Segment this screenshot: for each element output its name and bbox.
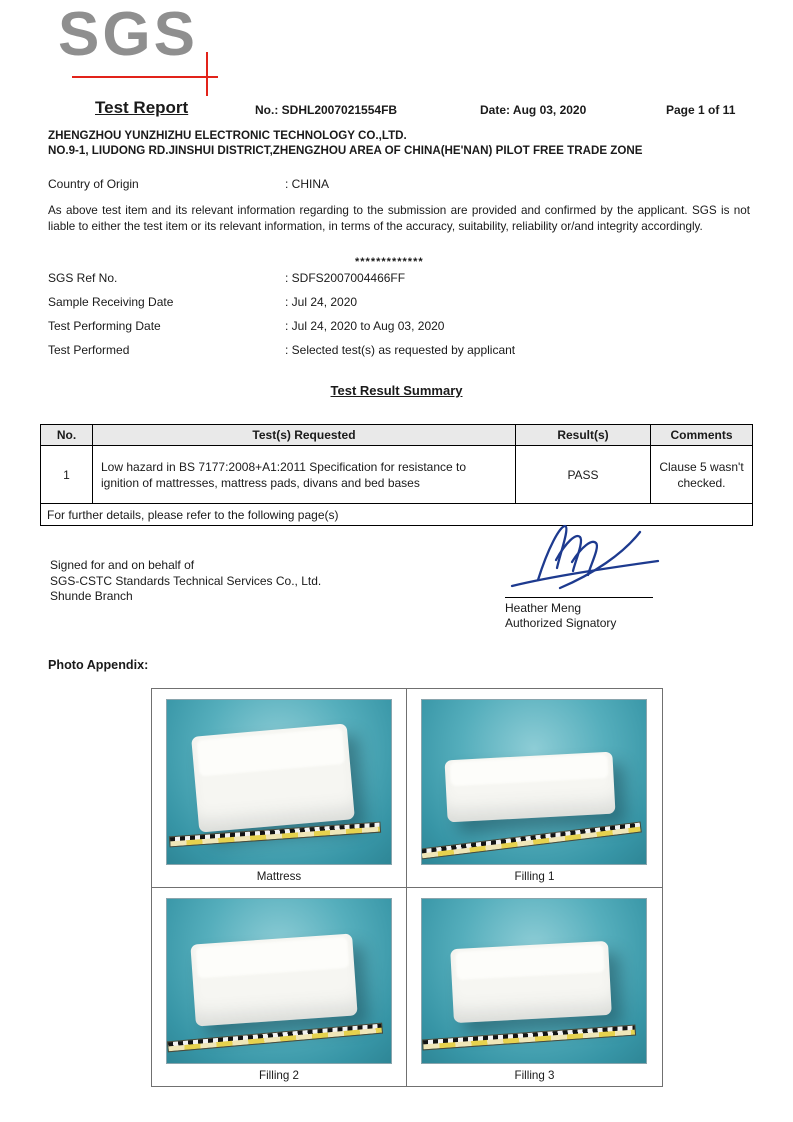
test-result-summary-table bbox=[40, 424, 753, 526]
sample-photo-filling-2 bbox=[166, 898, 392, 1064]
handwritten-signature bbox=[498, 518, 670, 598]
report-number-label: No.: bbox=[255, 103, 279, 117]
signatory-role: Authorized Signatory bbox=[505, 616, 617, 630]
row-test-requested: Low hazard in BS 7177:2008+A1:2011 Specification for resistance to ignition of mattresses, mattress pads, divans and bed bases bbox=[93, 446, 516, 504]
branch-line: Shunde Branch bbox=[50, 589, 133, 603]
sgs-logo-accent-horizontal bbox=[72, 76, 218, 78]
country-of-origin-row bbox=[48, 172, 753, 196]
report-number-value: SDHL2007021554FB bbox=[281, 103, 398, 117]
field-value: : Jul 24, 2020 bbox=[285, 295, 358, 309]
photo-appendix-grid bbox=[151, 688, 663, 1087]
photo-cell-filling-3 bbox=[407, 888, 663, 1087]
disclaimer-text: As above test item and its relevant information regarding to the submission are provided and confirmed by the applicant. SGS is not liable to either the test item or its relevant information, in terms of the accuracy, suitability, reliability or/and integrity accordingly. bbox=[48, 204, 750, 233]
sample-photo-filling-1 bbox=[421, 699, 647, 865]
foam-sample-shape bbox=[450, 941, 612, 1023]
column-header-tests-requested: Test(s) Requested bbox=[93, 425, 516, 446]
foam-sample-shape bbox=[191, 723, 355, 832]
photo-appendix-title: Photo Appendix: bbox=[48, 658, 149, 672]
sample-photo-filling-3 bbox=[421, 898, 647, 1064]
column-header-results: Result(s) bbox=[516, 425, 651, 446]
field-row-test-performing-date bbox=[48, 314, 753, 338]
table-row bbox=[41, 446, 753, 504]
report-number bbox=[255, 103, 397, 117]
field-row-sample-receiving-date bbox=[48, 290, 753, 314]
signatory-name: Heather Meng bbox=[505, 601, 582, 615]
field-label: Sample Receiving Date bbox=[48, 295, 174, 309]
measuring-tape bbox=[421, 822, 642, 860]
report-title: Test Report bbox=[95, 98, 189, 117]
field-row-sgs-ref-no bbox=[48, 266, 753, 290]
sgs-logo bbox=[58, 0, 228, 96]
sample-photo-mattress bbox=[166, 699, 392, 865]
report-date bbox=[480, 103, 586, 117]
photo-cell-mattress bbox=[151, 688, 407, 888]
company-line: SGS-CSTC Standards Technical Services Co., Ltd. bbox=[50, 573, 322, 588]
signature-line bbox=[505, 597, 653, 598]
photo-cell-filling-2 bbox=[151, 888, 407, 1087]
measuring-tape bbox=[422, 1025, 636, 1051]
field-label: SGS Ref No. bbox=[48, 271, 118, 285]
foam-sample-shape bbox=[190, 933, 357, 1026]
signed-on-behalf-block bbox=[50, 558, 321, 605]
column-header-comments: Comments bbox=[651, 425, 753, 446]
row-result: PASS bbox=[516, 446, 651, 504]
photo-caption: Filling 3 bbox=[514, 1069, 555, 1082]
page-indicator: Page 1 of 11 bbox=[666, 103, 736, 117]
column-header-no: No. bbox=[41, 425, 93, 446]
measuring-tape bbox=[167, 1023, 383, 1053]
country-of-origin-value: : CHINA bbox=[285, 177, 330, 191]
table-header-row bbox=[41, 425, 753, 446]
photo-caption: Filling 2 bbox=[259, 1069, 299, 1082]
sgs-logo-text: SGS bbox=[58, 0, 198, 69]
field-value: : Jul 24, 2020 to Aug 03, 2020 bbox=[285, 319, 445, 333]
applicant-block bbox=[48, 128, 753, 158]
field-label: Test Performed bbox=[48, 343, 130, 357]
sgs-logo-accent-vertical bbox=[206, 52, 208, 96]
applicant-address: NO.9-1, LIUDONG RD.JINSHUI DISTRICT,ZHENGZHOU AREA OF CHINA(HE'NAN) PILOT FREE TRADE ZONE bbox=[48, 144, 643, 157]
field-row-test-performed bbox=[48, 338, 753, 362]
summary-title: Test Result Summary bbox=[330, 383, 463, 398]
field-value: : Selected test(s) as requested by applicant bbox=[285, 343, 516, 357]
photo-caption: Mattress bbox=[256, 870, 302, 883]
row-comments: Clause 5 wasn't checked. bbox=[651, 446, 753, 504]
asterisk-separator: ************* bbox=[355, 256, 424, 268]
field-value: : SDFS2007004466FF bbox=[285, 271, 406, 285]
signed-for-line: Signed for and on behalf of bbox=[50, 558, 195, 572]
report-info-fields bbox=[48, 266, 753, 362]
photo-caption: Filling 1 bbox=[514, 870, 555, 883]
applicant-name: ZHENGZHOU YUNZHIZHU ELECTRONIC TECHNOLOGY CO.,LTD. bbox=[48, 129, 407, 142]
field-label: Test Performing Date bbox=[48, 319, 161, 333]
foam-sample-shape bbox=[444, 752, 615, 823]
report-date-label: Date: bbox=[480, 103, 511, 117]
country-of-origin-label: Country of Origin bbox=[48, 177, 139, 191]
report-date-value: Aug 03, 2020 bbox=[512, 103, 587, 117]
row-no: 1 bbox=[41, 446, 93, 504]
photo-cell-filling-1 bbox=[407, 688, 663, 888]
table-footer-note: For further details, please refer to the following page(s) bbox=[41, 504, 753, 526]
